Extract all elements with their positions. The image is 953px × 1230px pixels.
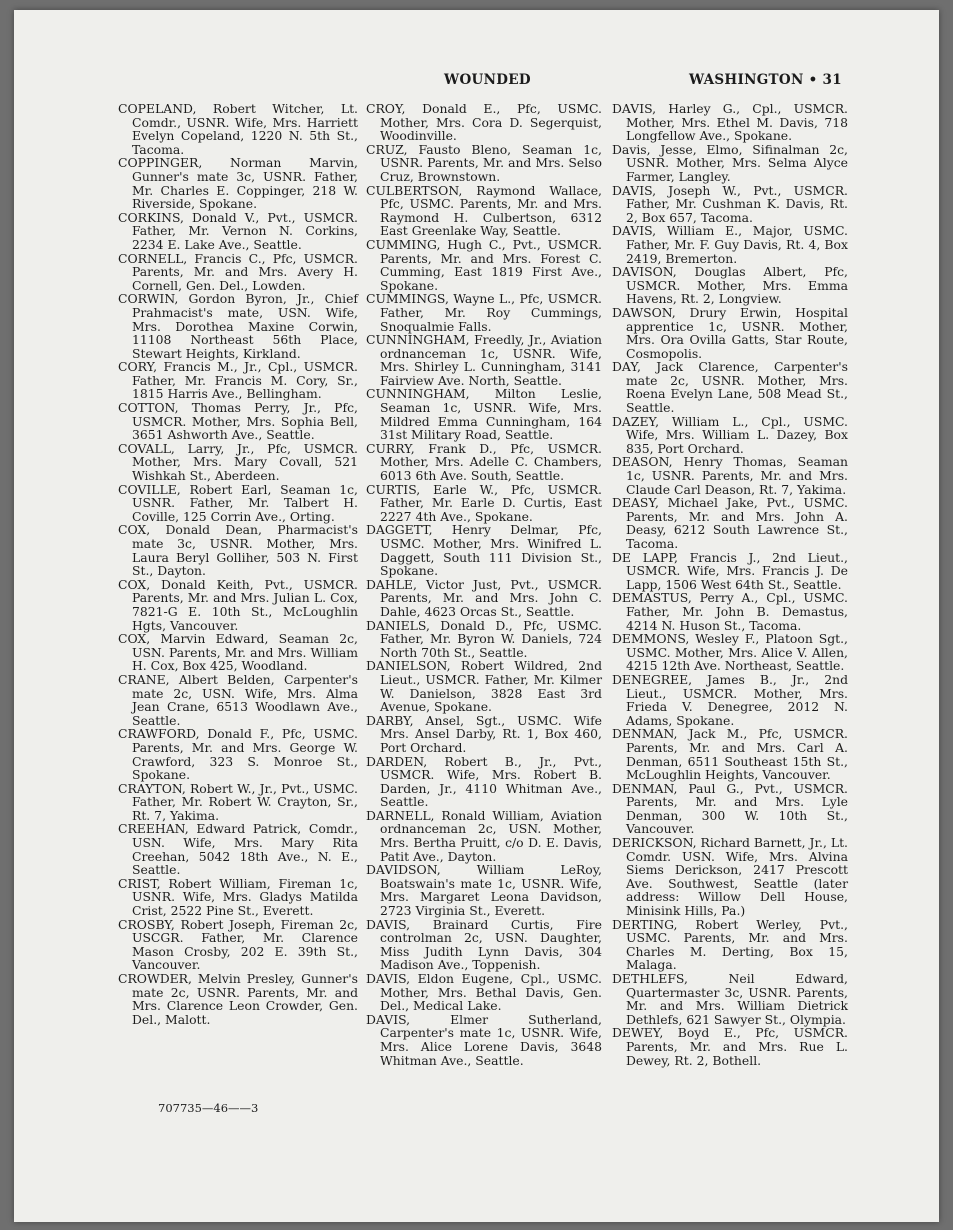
casualty-entry: DAVIS, Brainard Curtis, Fire controlman 2c, USN. Daughter, Miss Judith Lynn Davis, 304 Madison Ave., Toppenish.: [366, 916, 602, 973]
casualty-entry: DAVIS, Harley G., Cpl., USMCR. Mother, Mrs. Ethel M. Davis, 718 Longfellow Ave., Spokane.: [612, 101, 848, 144]
casualty-entry: CRUZ, Fausto Bleno, Seaman 1c, USNR. Parents, Mr. and Mrs. Selso Cruz, Brownstown.: [366, 141, 602, 184]
casualty-entry: CORWIN, Gordon Byron, Jr., Chief Prahmacist's mate, USN. Wife, Mrs. Dorothea Maxine Corwin, 11108 Northeast 56th Place, Stewart Heights, Kirkland.: [118, 291, 358, 361]
casualty-entry: COVILLE, Robert Earl, Seaman 1c, USNR. Father, Mr. Talbert H. Coville, 125 Corrin Ave., Orting.: [118, 481, 358, 524]
casualty-entry: DENMAN, Jack M., Pfc, USMCR. Parents, Mr. and Mrs. Carl A. Denman, 6511 Southeast 15th St., McLoughlin Heights, Vancouver.: [612, 726, 848, 783]
casualty-entry: DE LAPP, Francis J., 2nd Lieut., USMCR. Wife, Mrs. Francis J. De Lapp, 1506 West 64th St., Seattle.: [612, 549, 848, 592]
casualty-entry: CUNNINGHAM, Freedly, Jr., Aviation ordnanceman 1c, USNR. Wife, Mrs. Shirley L. Cunningham, 3141 Fairview Ave. North, Seattle.: [366, 332, 602, 388]
casualty-entry: CROY, Donald E., Pfc, USMC. Mother, Mrs. Cora D. Segerquist, Woodinville.: [366, 101, 602, 144]
casualty-entry: DARBY, Ansel, Sgt., USMC. Wife Mrs. Ansel Darby, Rt. 1, Box 460, Port Orchard.: [366, 712, 602, 755]
casualty-entry: DEWEY, Boyd E., Pfc, USMCR. Parents, Mr. and Mrs. Rue L. Dewey, Rt. 2, Bothell.: [612, 1025, 848, 1068]
casualty-entry: DERICKSON, Richard Barnett, Jr., Lt. Comdr. USN. Wife, Mrs. Alvina Siems Derickson, 2417 Prescott Ave. Southwest, Seattle (later address: Willow Dell House, Minisink Hills, Pa.): [612, 835, 848, 919]
casualty-entry: CORKINS, Donald V., Pvt., USMCR. Father, Mr. Vernon N. Corkins, 2234 E. Lake Ave., Seattle.: [118, 209, 358, 252]
casualty-entry: CRANE, Albert Belden, Carpenter's mate 2c, USN. Wife, Mrs. Alma Jean Crane, 6513 Woodlawn Ave., Seattle.: [118, 671, 358, 728]
casualty-entry: CURTIS, Earle W., Pfc, USMCR. Father, Mr. Earle D. Curtis, East 2227 4th Ave., Spokane.: [366, 481, 602, 524]
casualty-entry: DAVIDSON, William LeRoy, Boatswain's mate 1c, USNR. Wife, Mrs. Margaret Leona Davidson, 2723 Virginia St., Everett.: [366, 862, 602, 919]
casualty-entry: DEMASTUS, Perry A., Cpl., USMC. Father, Mr. John B. Demastus, 4214 N. Huson St., Tacoma.: [612, 590, 848, 633]
casualty-entry: DARDEN, Robert B., Jr., Pvt., USMCR. Wife, Mrs. Robert B. Darden, Jr., 4110 Whitman Ave., Seattle.: [366, 753, 602, 810]
casualty-entry: CROSBY, Robert Joseph, Fireman 2c, USCGR. Father, Mr. Clarence Mason Crosby, 202 E. 39th St., Vancouver.: [118, 916, 358, 973]
column-3: [612, 102, 848, 1067]
casualty-entry: CUMMING, Hugh C., Pvt., USMCR. Parents, Mr. and Mrs. Forest C. Cumming, East 1819 First Ave., Spokane.: [366, 236, 602, 293]
casualty-entry: COPELAND, Robert Witcher, Lt. Comdr., USNR. Wife, Mrs. Harriett Evelyn Copeland, 1220 N. 5th St., Tacoma.: [118, 101, 358, 157]
casualty-entry: DANIELS, Donald D., Pfc, USMC. Father, Mr. Byron W. Daniels, 724 North 70th St., Seattle.: [366, 617, 602, 660]
casualty-entry: DAGGETT, Henry Delmar, Pfc, USMC. Mother, Mrs. Winifred L. Daggett, South 111 Division St., Spokane.: [366, 522, 602, 579]
casualty-entry: CUMMINGS, Wayne L., Pfc, USMCR. Father, Mr. Roy Cummings, Snoqualmie Falls.: [366, 291, 602, 334]
casualty-entry: CULBERTSON, Raymond Wallace, Pfc, USMC. Parents, Mr. and Mrs. Raymond H. Culbertson, 6312 East Greenlake Way, Seattle.: [366, 182, 602, 239]
column-1: [118, 102, 358, 1026]
casualty-entry: DAVIS, Elmer Sutherland, Carpenter's mate 1c, USNR. Wife, Mrs. Alice Lorene Davis, 3648 Whitman Ave., Seattle.: [366, 1011, 602, 1068]
printer-code: 707735—46——3: [158, 1101, 259, 1115]
casualty-entry: DENMAN, Paul G., Pvt., USMCR. Parents, Mr. and Mrs. Lyle Denman, 300 W. 10th St., Vancouver.: [612, 780, 848, 837]
casualty-entry: DAWSON, Drury Erwin, Hospital apprentice 1c, USNR. Mother, Mrs. Ora Ovilla Gatts, Star Route, Cosmopolis.: [612, 304, 848, 361]
casualty-entry: DEASON, Henry Thomas, Seaman 1c, USNR. Parents, Mr. and Mrs. Claude Carl Deason, Rt. 7, Yakima.: [612, 454, 848, 497]
section-heading: WOUNDED: [444, 72, 531, 88]
casualty-entry: CUNNINGHAM, Milton Leslie, Seaman 1c, USNR. Wife, Mrs. Mildred Emma Cunningham, 164 31st Military Road, Seattle.: [366, 386, 602, 443]
casualty-entry: CORY, Francis M., Jr., Cpl., USMCR. Father, Mr. Francis M. Cory, Sr., 1815 Harris Ave., Bellingham.: [118, 359, 358, 402]
casualty-entry: COTTON, Thomas Perry, Jr., Pfc, USMCR. Mother, Mrs. Sophia Bell, 3651 Ashworth Ave., Seattle.: [118, 400, 358, 443]
casualty-entry: DENEGREE, James B., Jr., 2nd Lieut., USMCR. Mother, Mrs. Frieda V. Denegree, 2012 N. Adams, Spokane.: [612, 671, 848, 728]
state-page-heading: WASHINGTON • 31: [689, 72, 842, 88]
casualty-entry: DANIELSON, Robert Wildred, 2nd Lieut., USMCR. Father, Mr. Kilmer W. Danielson, 3828 East 3rd Avenue, Spokane.: [366, 658, 602, 715]
casualty-entry: CRAYTON, Robert W., Jr., Pvt., USMC. Father, Mr. Robert W. Crayton, Sr., Rt. 7, Yakima.: [118, 780, 358, 823]
casualty-entry: DAVIS, Eldon Eugene, Cpl., USMC. Mother, Mrs. Bethal Davis, Gen. Del., Medical Lake.: [366, 971, 602, 1014]
casualty-entry: CREEHAN, Edward Patrick, Comdr., USN. Wife, Mrs. Mary Rita Creehan, 5042 18th Ave., N. E., Seattle.: [118, 821, 358, 878]
casualty-entry: CRIST, Robert William, Fireman 1c, USNR. Wife, Mrs. Gladys Matilda Crist, 2522 Pine St., Everett.: [118, 875, 358, 919]
casualty-entry: DAZEY, William L., Cpl., USMC. Wife, Mrs. William L. Dazey, Box 835, Port Orchard.: [612, 413, 848, 456]
casualty-entry: DAHLE, Victor Just, Pvt., USMCR. Parents, Mr. and Mrs. John C. Dahle, 4623 Orcas St., Seattle.: [366, 576, 602, 619]
casualty-entry: COX, Marvin Edward, Seaman 2c, USN. Parents, Mr. and Mrs. William H. Cox, Box 425, Woodland.: [118, 631, 358, 674]
casualty-entry: COPPINGER, Norman Marvin, Gunner's mate 3c, USNR. Father, Mr. Charles E. Coppinger, 218 W. Riverside, Spokane.: [118, 155, 358, 212]
casualty-entry: DAVISON, Douglas Albert, Pfc, USMCR. Mother, Mrs. Emma Havens, Rt. 2, Longview.: [612, 264, 848, 307]
casualty-entry: DERTING, Robert Werley, Pvt., USMC. Parents, Mr. and Mrs. Charles M. Derting, Box 15, Malaga.: [612, 916, 848, 973]
casualty-entry: DETHLEFS, Neil Edward, Quartermaster 3c, USNR. Parents, Mr. and Mrs. William Dietrick Dethlefs, 621 Sawyer St., Olympia.: [612, 971, 848, 1027]
casualty-entry: COVALL, Larry, Jr., Pfc, USMCR. Mother, Mrs. Mary Covall, 521 Wishkah St., Aberdeen.: [118, 440, 358, 484]
casualty-entry: DAVIS, Joseph W., Pvt., USMCR. Father, Mr. Cushman K. Davis, Rt. 2, Box 657, Tacoma.: [612, 182, 848, 225]
casualty-entry: CORNELL, Francis C., Pfc, USMCR. Parents, Mr. and Mrs. Avery H. Cornell, Gen. Del., Lowden.: [118, 250, 358, 293]
casualty-entry: DAVIS, William E., Major, USMC. Father, Mr. F. Guy Davis, Rt. 4, Box 2419, Bremerton.: [612, 223, 848, 266]
column-2: [366, 102, 602, 1067]
casualty-entry: CURRY, Frank D., Pfc, USMCR. Mother, Mrs. Adelle C. Chambers, 6013 6th Ave. South, Seattle.: [366, 440, 602, 484]
casualty-entry: Davis, Jesse, Elmo, Sifinalman 2c, USNR. Mother, Mrs. Selma Alyce Farmer, Langley.: [612, 141, 848, 184]
casualty-entry: COX, Donald Dean, Pharmacist's mate 3c, USNR. Mother, Mrs. Laura Beryl Golliher, 503 N. First St., Dayton.: [118, 522, 358, 579]
casualty-entry: DEASY, Michael Jake, Pvt., USMC. Parents, Mr. and Mrs. John A. Deasy, 6212 South Lawrence St., Tacoma.: [612, 495, 848, 551]
casualty-entry: DEMMONS, Wesley F., Platoon Sgt., USMC. Mother, Mrs. Alice V. Allen, 4215 12th Ave. Northeast, Seattle.: [612, 631, 848, 674]
casualty-entry: DAY, Jack Clarence, Carpenter's mate 2c, USNR. Mother, Mrs. Roena Evelyn Lane, 508 Mead St., Seattle.: [612, 359, 848, 416]
casualty-entry: COX, Donald Keith, Pvt., USMCR. Parents, Mr. and Mrs. Julian L. Cox, 7821-G E. 10th St., McLoughlin Hgts, Vancouver.: [118, 576, 358, 633]
document-page: [14, 10, 939, 1222]
casualty-entry: CROWDER, Melvin Presley, Gunner's mate 2c, USNR. Parents, Mr. and Mrs. Clarence Leon Crowder, Gen. Del., Malott.: [118, 971, 358, 1027]
casualty-entry: DARNELL, Ronald William, Aviation ordnanceman 2c, USN. Mother, Mrs. Bertha Pruitt, c/o D. E. Davis, Patit Ave., Dayton.: [366, 807, 602, 864]
casualty-entry: CRAWFORD, Donald F., Pfc, USMC. Parents, Mr. and Mrs. George W. Crawford, 323 S. Monroe St., Spokane.: [118, 726, 358, 783]
